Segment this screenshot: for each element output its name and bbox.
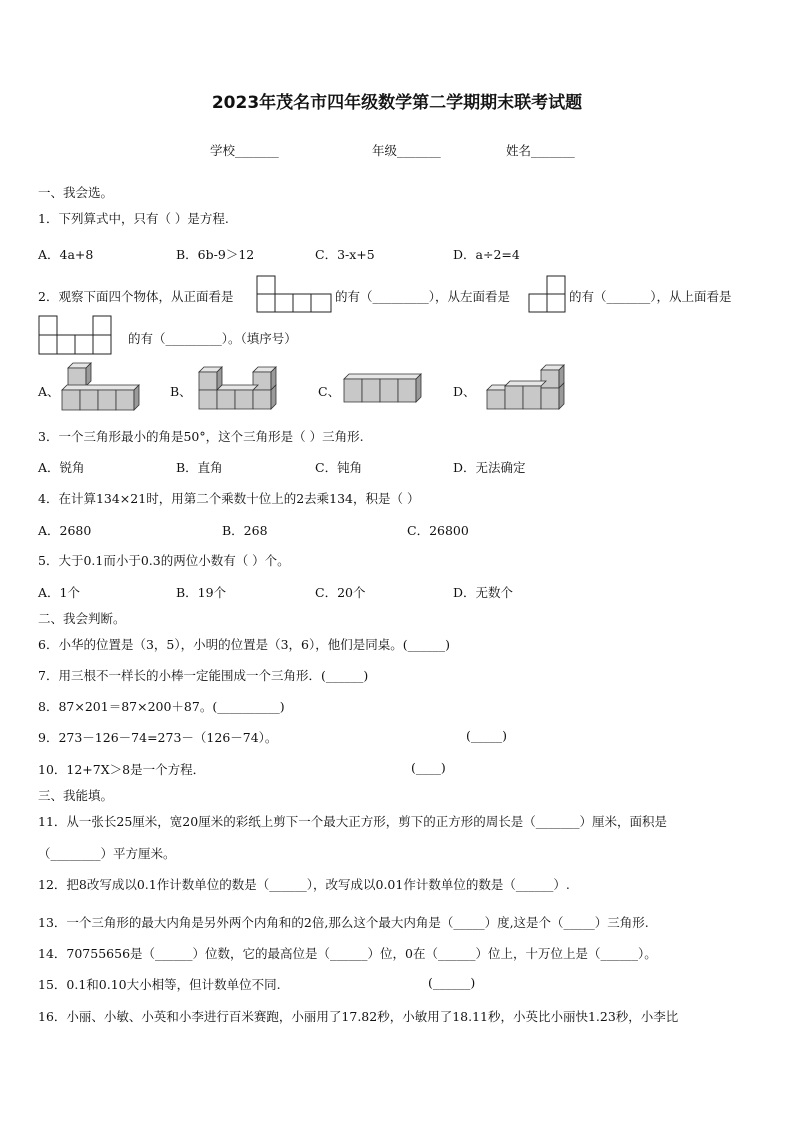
q4-option-a[interactable]: A．2680 <box>38 523 92 538</box>
q1-option-d[interactable]: D．a÷2=4 <box>453 247 520 262</box>
q2-label-b[interactable]: B、 <box>170 384 192 399</box>
question-6: 6．小华的位置是（3，5），小明的位置是（3，6），他们是同桌。(______) <box>38 637 451 652</box>
q10-answer-blank[interactable]: (____) <box>411 760 446 775</box>
q1-option-c[interactable]: C．3-x+5 <box>315 247 375 262</box>
q5-option-d[interactable]: D．无数个 <box>453 585 514 600</box>
question-1: 1．下列算式中，只有（ ）是方程. <box>38 211 229 226</box>
question-2-part-c: 的有（_______），从上面看是 <box>569 289 732 304</box>
q5-option-b[interactable]: B．19个 <box>176 585 227 600</box>
question-2-part-b: 的有（_________），从左面看是 <box>335 289 511 304</box>
page-title: 2023年茂名市四年级数学第二学期期末联考试题 <box>211 93 583 113</box>
front-view-figure <box>256 275 334 313</box>
question-2-part-a: 2．观察下面四个物体，从正面看是 <box>38 289 234 304</box>
question-13: 13．一个三角形的最大内角是另外两个内角和的2倍,那么这个最大内角是（_____）度,这是个（_____）三角形. <box>38 915 649 930</box>
q3-option-d[interactable]: D．无法确定 <box>453 460 526 475</box>
cube-figure-a <box>58 362 142 412</box>
q2-label-d[interactable]: D、 <box>453 384 476 399</box>
question-10: 10．12+7X＞8是一个方程． <box>38 762 206 777</box>
question-5: 5．大于0.1而小于0.3的两位小数有（ ）个。 <box>38 553 290 568</box>
question-11-line-2: （________）平方厘米。 <box>38 846 176 861</box>
cube-figure-b <box>196 364 282 412</box>
q4-option-b[interactable]: B．268 <box>222 523 268 538</box>
question-8: 8．87×201＝87×200＋87。(__________) <box>38 699 285 714</box>
q5-option-c[interactable]: C．20个 <box>315 585 366 600</box>
q9-answer-blank[interactable]: (_____) <box>466 728 508 743</box>
question-11-line-1: 11．从一张长25厘米，宽20厘米的彩纸上剪下一个最大正方形，剪下的正方形的周长是（_______）厘米，面积是 <box>38 814 667 829</box>
section-heading-2: 二、我会判断。 <box>38 611 126 626</box>
section-heading-1: 一、我会选。 <box>38 185 114 200</box>
q2-label-c[interactable]: C、 <box>318 384 341 399</box>
section-heading-3: 三、我能填。 <box>38 788 114 803</box>
q1-option-a[interactable]: A．4a+8 <box>38 247 94 262</box>
question-15: 15．0.1和0.10大小相等，但计数单位不同. <box>38 977 281 992</box>
question-16: 16．小丽、小敏、小英和小李进行百米赛跑，小丽用了17.82秒，小敏用了18.11秒，小英比小丽快1.23秒，小李比 <box>38 1009 679 1024</box>
q4-option-c[interactable]: C．26800 <box>407 523 469 538</box>
grade-field[interactable]: 年级_______ <box>372 143 441 158</box>
q3-option-c[interactable]: C．钝角 <box>315 460 363 475</box>
cube-figure-c <box>341 370 425 406</box>
q3-option-b[interactable]: B．直角 <box>176 460 223 475</box>
question-14: 14．70755656是（______）位数，它的最高位是（______）位，0在（______）位上，十万位上是（______）。 <box>38 946 657 961</box>
question-4: 4．在计算134×21时，用第二个乘数十位上的2去乘134，积是（ ） <box>38 491 420 506</box>
q2-label-a[interactable]: A、 <box>38 384 60 399</box>
q1-option-b[interactable]: B．6b-9＞12 <box>176 247 255 262</box>
q3-option-a[interactable]: A．锐角 <box>38 460 85 475</box>
question-7: 7．用三根不一样长的小棒一定能围成一个三角形．(______) <box>38 668 369 683</box>
question-2-part-d: 的有（_________）。（填序号） <box>128 331 297 346</box>
school-field[interactable]: 学校_______ <box>210 143 279 158</box>
question-3: 3．一个三角形最小的角是50°，这个三角形是（ ）三角形. <box>38 429 364 444</box>
q15-answer-blank[interactable]: (______) <box>428 975 476 990</box>
left-view-figure <box>528 275 568 313</box>
question-9: 9．273－126－74=273－（126－74）。 <box>38 730 278 745</box>
top-view-figure <box>38 315 114 355</box>
q5-option-a[interactable]: A．1个 <box>38 585 80 600</box>
name-field[interactable]: 姓名_______ <box>506 143 575 158</box>
cube-figure-d <box>484 364 574 412</box>
question-12: 12．把8改写成以0.1作计数单位的数是（______），改写成以0.01作计数单位的数是（______）. <box>38 877 570 892</box>
